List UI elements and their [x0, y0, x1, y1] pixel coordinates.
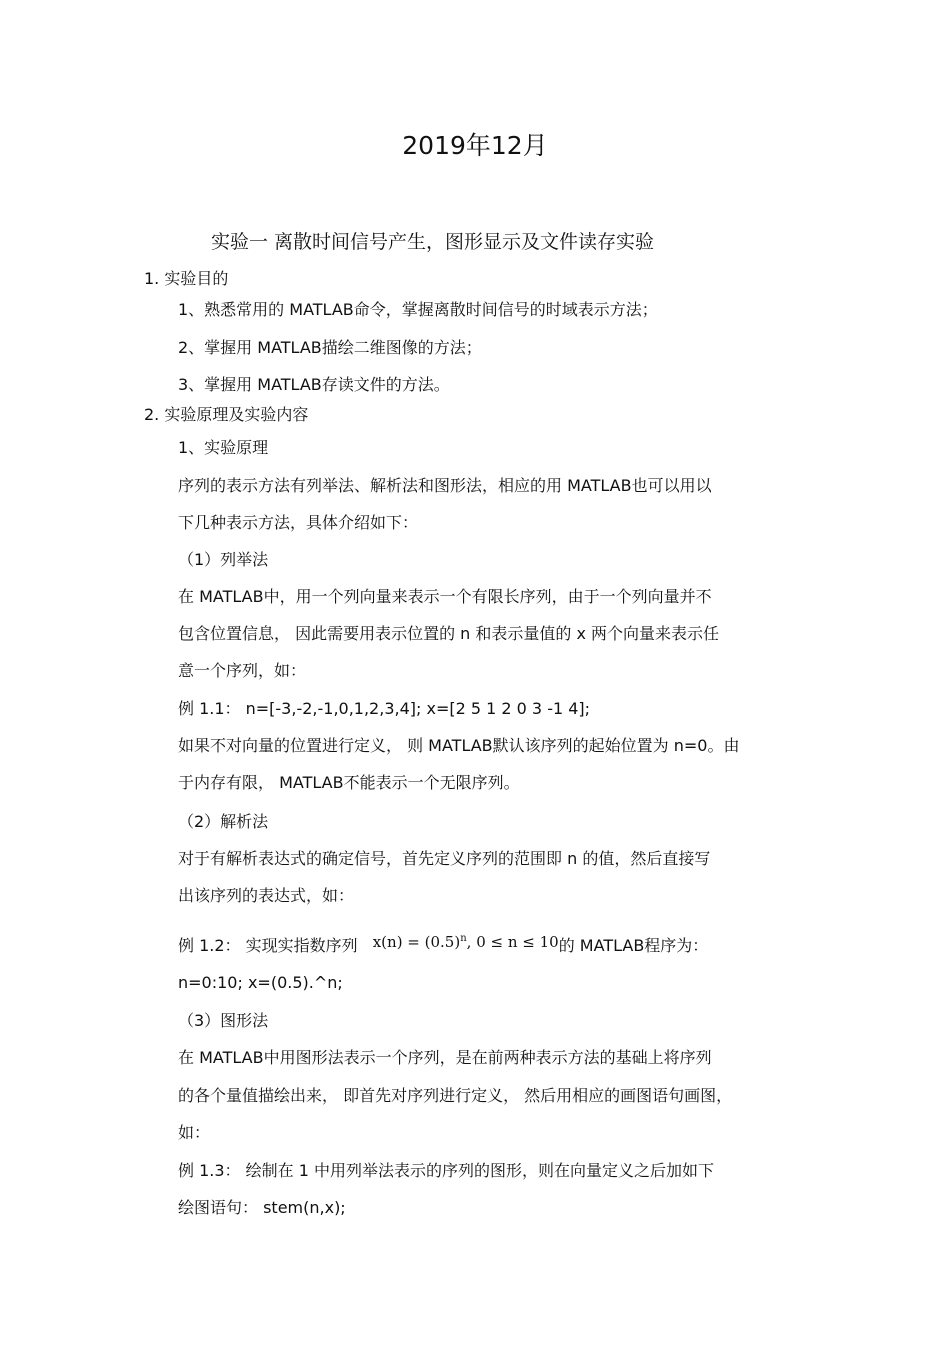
paragraph-line: 在 MATLAB中用图形法表示一个序列，是在前两种表示方法的基础上将序列: [178, 1048, 712, 1067]
sub-heading-principles: 1、实验原理: [178, 438, 269, 457]
paragraph-line: 如：: [178, 1123, 211, 1142]
document-date: 2019年12月: [402, 131, 548, 160]
paragraph-line: 下几种表示方法，具体介绍如下：: [178, 513, 419, 532]
paragraph-line: 序列的表示方法有列举法、解析法和图形法，相应的用 MATLAB也可以用以: [178, 476, 712, 495]
formula-base: x(n) = (0.5): [372, 933, 461, 951]
paragraph-line: 意一个序列，如：: [178, 661, 307, 680]
code-line: 绘图语句： stem(n,x);: [178, 1198, 346, 1217]
objective-item-1: 1、熟悉常用的 MATLAB命令，掌握离散时间信号的时域表示方法；: [178, 300, 658, 319]
example-1-3: 例 1.3： 绘制在 1 中用列举法表示的序列的图形，则在向量定义之后加如下: [178, 1161, 714, 1180]
sub-heading-analytic: （2）解析法: [178, 812, 269, 831]
example-1-2-suffix: 的 MATLAB程序为：: [558, 936, 709, 955]
paragraph-line: 包含位置信息， 因此需要用表示位置的 n 和表示量值的 x 两个向量来表示任: [178, 624, 720, 643]
formula-range: , 0 ≤ n ≤ 10: [466, 933, 559, 951]
formula-exponent: n: [460, 933, 467, 944]
paragraph-line: 在 MATLAB中，用一个列向量来表示一个有限长序列，由于一个列向量并不: [178, 587, 712, 606]
sub-heading-enumeration: （1）列举法: [178, 550, 269, 569]
paragraph-line: 的各个量值描绘出来， 即首先对序列进行定义， 然后用相应的画图语句画图，: [178, 1086, 733, 1105]
paragraph-line: 如果不对向量的位置进行定义， 则 MATLAB默认该序列的起始位置为 n=0。由: [178, 736, 740, 755]
objective-item-2: 2、掌握用 MATLAB描绘二维图像的方法；: [178, 338, 482, 357]
example-1-2-prefix: 例 1.2： 实现实指数序列: [178, 936, 358, 955]
example-1-2: [178, 932, 708, 957]
section-heading-principles: 2. 实验原理及实验内容: [144, 405, 309, 424]
section-heading-objectives: 1. 实验目的: [144, 269, 229, 288]
paragraph-line: 对于有解析表达式的确定信号，首先定义序列的范围即 n 的值，然后直接写: [178, 849, 711, 868]
code-line: n=0:10; x=(0.5).^n;: [178, 973, 343, 992]
objective-item-3: 3、掌握用 MATLAB存读文件的方法。: [178, 375, 450, 394]
experiment-title: 实验一 离散时间信号产生，图形显示及文件读存实验: [211, 231, 655, 253]
formula: [373, 933, 559, 951]
example-1-1: 例 1.1： n=[-3,-2,-1,0,1,2,3,4]; x=[2 5 1 2 0 3 -1 4];: [178, 699, 591, 718]
sub-heading-graphic: （3）图形法: [178, 1011, 269, 1030]
paragraph-line: 出该序列的表达式，如：: [178, 886, 355, 905]
paragraph-line: 于内存有限， MATLAB不能表示一个无限序列。: [178, 773, 520, 792]
